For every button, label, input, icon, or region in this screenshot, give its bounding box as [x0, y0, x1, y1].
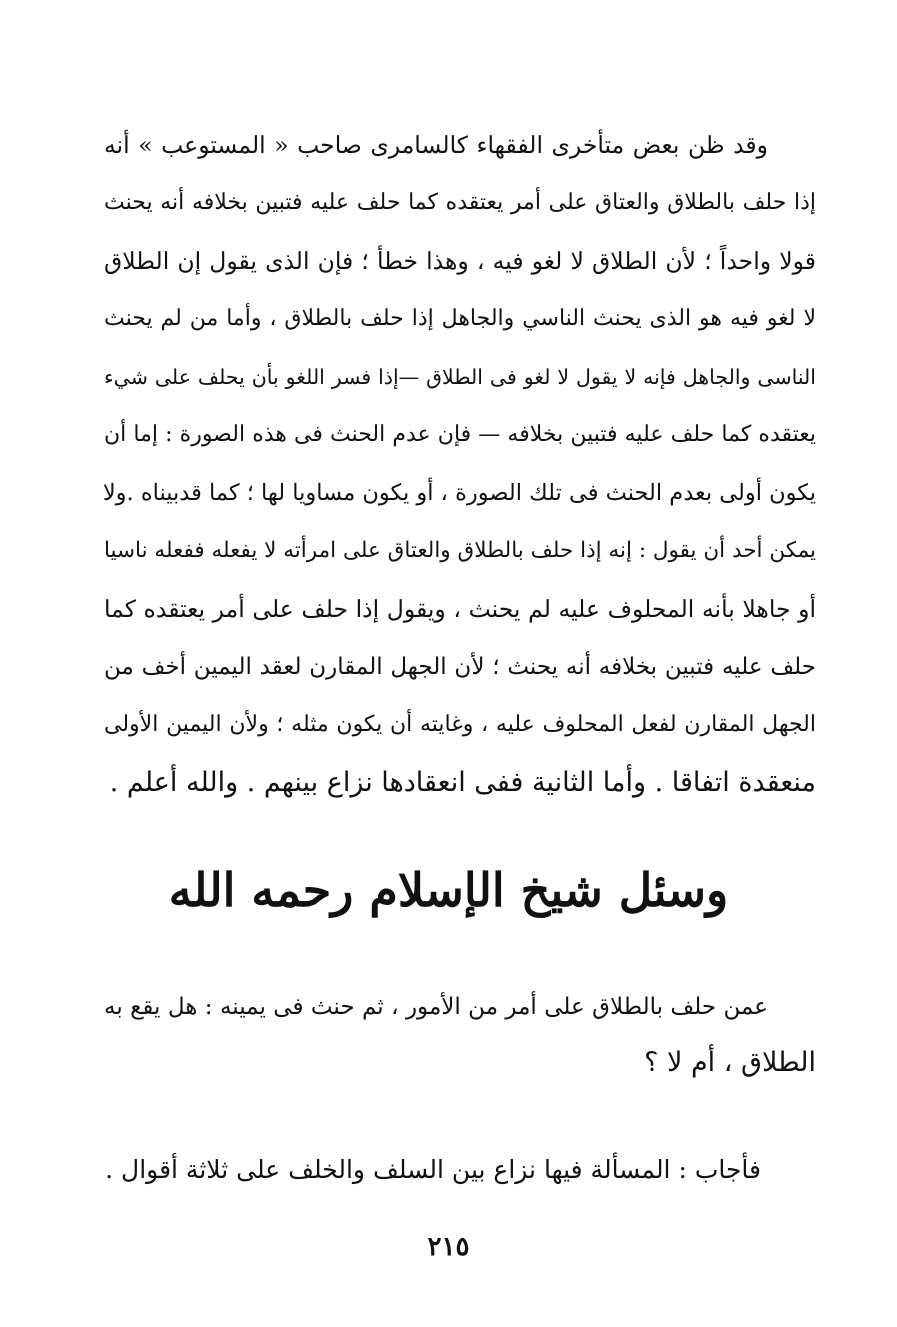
page-number: ٢١٥ — [427, 1232, 470, 1262]
text-line: لا لغو فيه هو الذى يحنث الناسي والجاهل إذا حلف بالطلاق ، وأما من لم يحنث — [104, 306, 816, 331]
text-line: منعقدة اتفاقا . وأما الثانية ففى انعقادها نزاع بينهم . والله أعلم . — [109, 767, 816, 798]
text-line: يعتقده كما حلف عليه فتبين بخلافه — فإن عدم الحنث فى هذه الصورة : إما أن — [104, 422, 816, 447]
text-line: أو جاهلا بأنه المحلوف عليه لم يحنث ، ويقول إذا حلف على أمر يعتقده كما — [104, 595, 816, 623]
text-line: إذا حلف بالطلاق والعتاق على أمر يعتقده كما حلف عليه فتبين بخلافه أنه يحنث — [104, 190, 816, 215]
text-line: يكون أولى بعدم الحنث فى تلك الصورة ، أو يكون مساويا لها ؛ كما قدبيناه .ولا — [102, 480, 816, 506]
answer-paragraph — [104, 1140, 816, 1200]
text-line: حلف عليه فتبين بخلافه أنه يحنث ؛ لأن الجهل المقارن لعقد اليمين أخف من — [104, 654, 816, 680]
text-line: فأجاب : المسألة فيها نزاع بين السلف والخلف على ثلاثة أقوال . — [105, 1155, 761, 1184]
text-line: وقد ظن بعض متأخرى الفقهاء كالسامرى صاحب « المستوعب » أنه — [104, 131, 768, 159]
text-line: الطلاق ، أم لا ؟ — [644, 1047, 816, 1078]
question-paragraph — [104, 979, 816, 1091]
text-line: عمن حلف بالطلاق على أمر من الأمور ، ثم حنث فى يمينه : هل يقع به — [104, 994, 768, 1020]
section-heading: وسئل شيخ الإسلام رحمه الله — [168, 863, 729, 917]
text-line: يمكن أحد أن يقول : إنه إذا حلف بالطلاق والعتاق على امرأته لا يفعله ففعله ناسيا — [104, 538, 816, 563]
main-paragraph — [104, 116, 816, 812]
text-line: الناسى والجاهل فإنه لا يقول لا لغو فى الطلاق —إذا فسر اللغو بأن يحلف على شيء — [104, 365, 816, 389]
text-line: الجهل المقارن لفعل المحلوف عليه ، وغايته أن يكون مثله ؛ ولأن اليمين الأولى — [104, 712, 816, 737]
text-line: قولا واحداً ؛ لأن الطلاق لا لغو فيه ، وهذا خطأ ؛ فإن الذى يقول إن الطلاق — [104, 247, 816, 275]
